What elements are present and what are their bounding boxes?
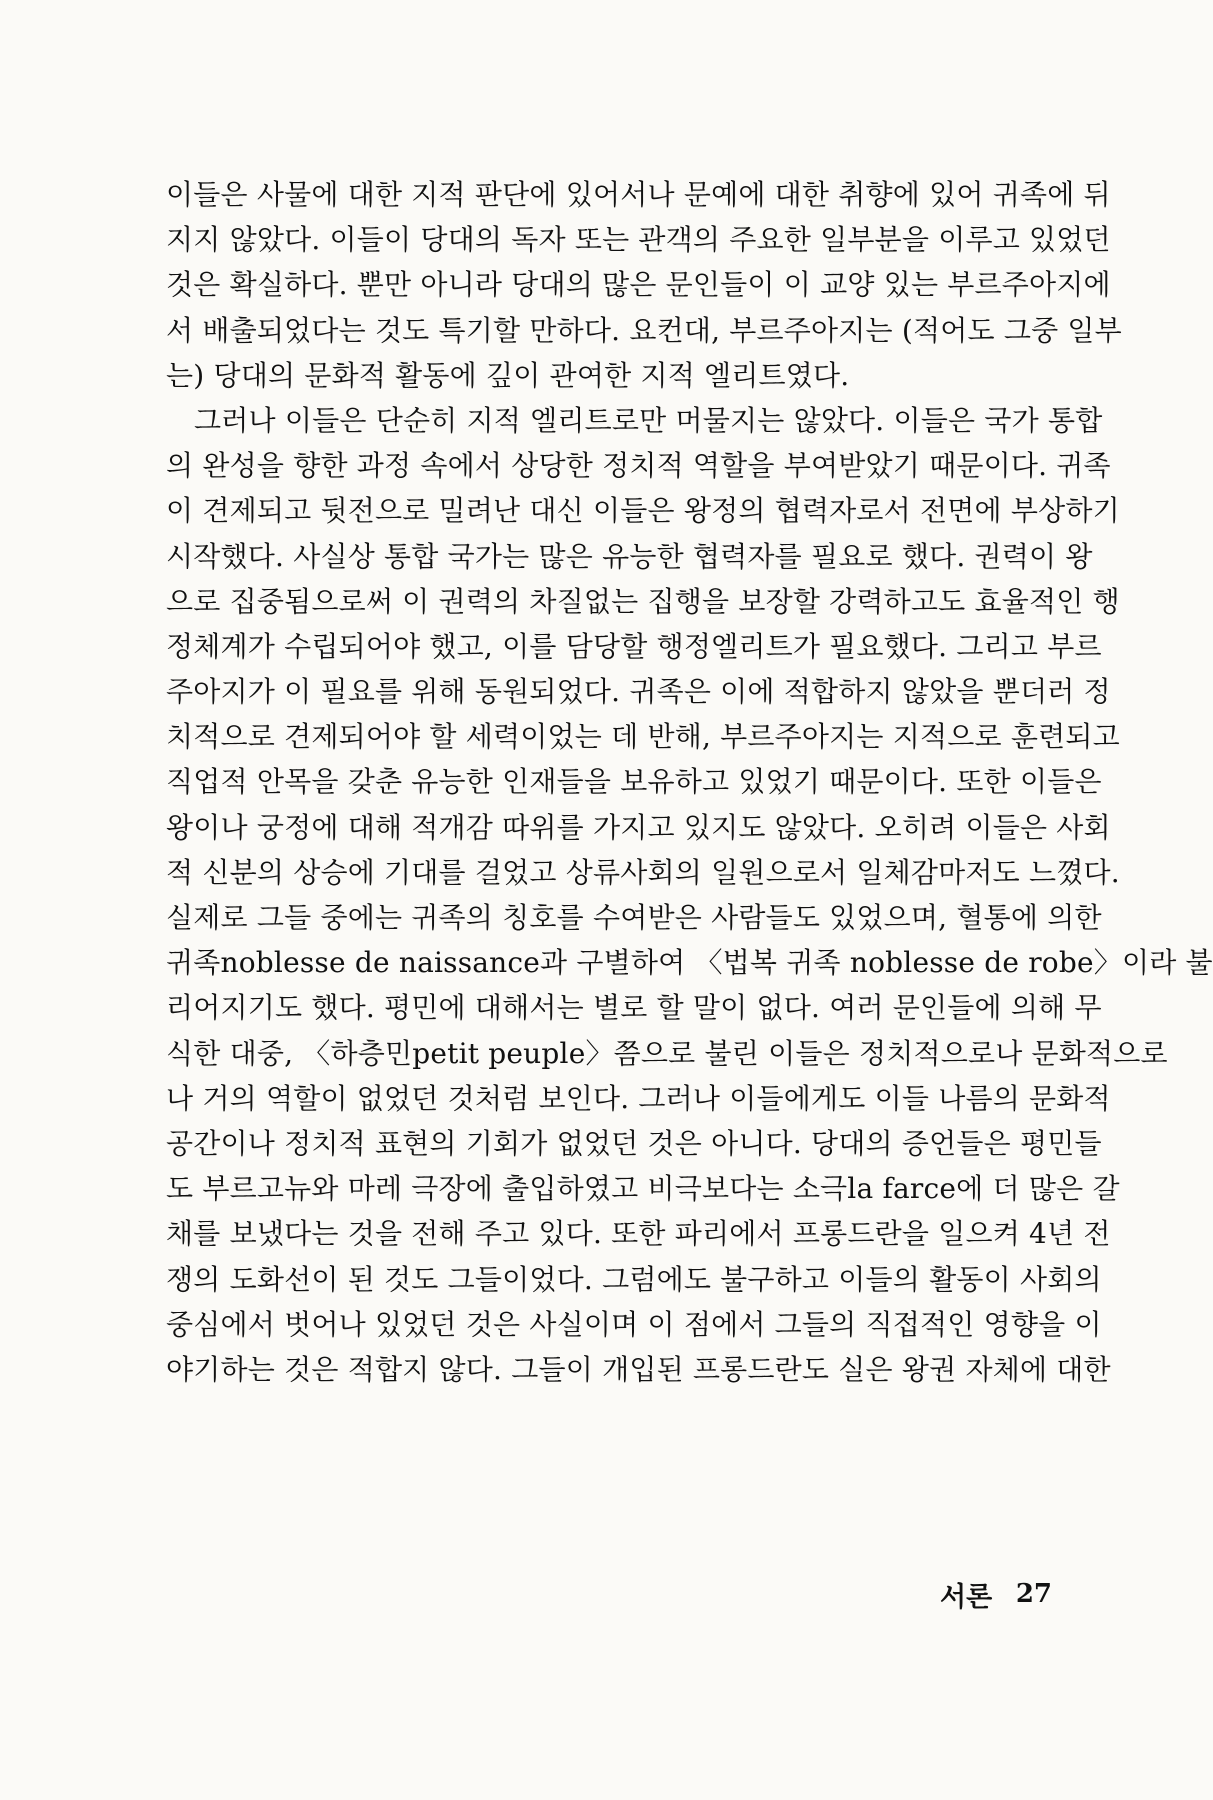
text-line: 귀족noblesse de naissance과 구별하여 〈법복 귀족 noblesse de robe〉이라 불 xyxy=(166,946,1213,980)
text-line: 야기하는 것은 적합지 않다. 그들이 개입된 프롱드란도 실은 왕권 자체에 대한 xyxy=(166,1352,1111,1386)
text-line: 주아지가 이 필요를 위해 동원되었다. 귀족은 이에 적합하지 않았을 뿐더러 정 xyxy=(166,675,1111,709)
body-text xyxy=(166,172,1213,1532)
section-title: 서론 xyxy=(940,1581,993,1613)
text-line: 직업적 안목을 갖춘 유능한 인재들을 보유하고 있었기 때문이다. 또한 이들은 xyxy=(166,765,1102,799)
text-line: 는) 당대의 문화적 활동에 깊이 관여한 지적 엘리트였다. xyxy=(166,358,850,392)
text-line: 시작했다. 사실상 통합 국가는 많은 유능한 협력자를 필요로 했다. 권력이 왕 xyxy=(166,539,1093,573)
text-line: 도 부르고뉴와 마레 극장에 출입하였고 비극보다는 소극la farce에 더 많은 갈 xyxy=(166,1172,1120,1206)
text-line: 적 신분의 상승에 기대를 걸었고 상류사회의 일원으로서 일체감마저도 느꼈다. xyxy=(166,855,1120,889)
text-line: 공간이나 정치적 표현의 기회가 없었던 것은 아니다. 당대의 증언들은 평민들 xyxy=(166,1126,1102,1160)
text-line: 왕이나 궁정에 대해 적개감 따위를 가지고 있지도 않았다. 오히려 이들은 사회 xyxy=(166,810,1111,844)
text-line: 정체계가 수립되어야 했고, 이를 담당할 행정엘리트가 필요했다. 그리고 부르 xyxy=(166,629,1102,663)
text-line: 그러나 이들은 단순히 지적 엘리트로만 머물지는 않았다. 이들은 국가 통합 xyxy=(194,403,1103,437)
page-footer xyxy=(940,1574,1052,1614)
text-line: 이 견제되고 뒷전으로 밀려난 대신 이들은 왕정의 협력자로서 전면에 부상하기 xyxy=(166,494,1120,528)
text-line: 실제로 그들 중에는 귀족의 칭호를 수여받은 사람들도 있었으며, 혈통에 의한 xyxy=(166,901,1102,934)
text-line: 것은 확실하다. 뿐만 아니라 당대의 많은 문인들이 이 교양 있는 부르주아지에 xyxy=(166,268,1111,302)
text-line: 채를 보냈다는 것을 전해 주고 있다. 또한 파리에서 프롱드란을 일으켜 4년 전 xyxy=(166,1217,1111,1251)
text-line: 리어지기도 했다. 평민에 대해서는 별로 할 말이 없다. 여러 문인들에 의해 무 xyxy=(166,991,1102,1025)
text-line: 이들은 사물에 대한 지적 판단에 있어서나 문예에 대한 취향에 있어 귀족에 뒤 xyxy=(166,178,1111,211)
text-line: 서 배출되었다는 것도 특기할 만하다. 요컨대, 부르주아지는 (적어도 그중 일부 xyxy=(166,313,1122,347)
text-line: 의 완성을 향한 과정 속에서 상당한 정치적 역할을 부여받았기 때문이다. 귀족 xyxy=(166,449,1111,483)
text-line: 중심에서 벗어나 있었던 것은 사실이며 이 점에서 그들의 직접적인 영향을 이 xyxy=(166,1307,1102,1341)
text-line: 지지 않았다. 이들이 당대의 독자 또는 관객의 주요한 일부분을 이루고 있었던 xyxy=(166,223,1111,257)
text-line: 나 거의 역할이 없었던 것처럼 보인다. 그러나 이들에게도 이들 나름의 문화적 xyxy=(166,1081,1111,1115)
text-line: 치적으로 견제되어야 할 세력이었는 데 반해, 부르주아지는 지적으로 훈련되고 xyxy=(166,720,1120,754)
text-line: 으로 집중됨으로써 이 권력의 차질없는 집행을 보장할 강력하고도 효율적인 행 xyxy=(166,584,1120,618)
text-line: 식한 대중, 〈하층민petit peuple〉쯤으로 불린 이들은 정치적으로나 문화적으로 xyxy=(166,1036,1168,1070)
page-number: 27 xyxy=(1015,1579,1052,1609)
text-line: 쟁의 도화선이 된 것도 그들이었다. 그럼에도 불구하고 이들의 활동이 사회의 xyxy=(166,1262,1102,1296)
